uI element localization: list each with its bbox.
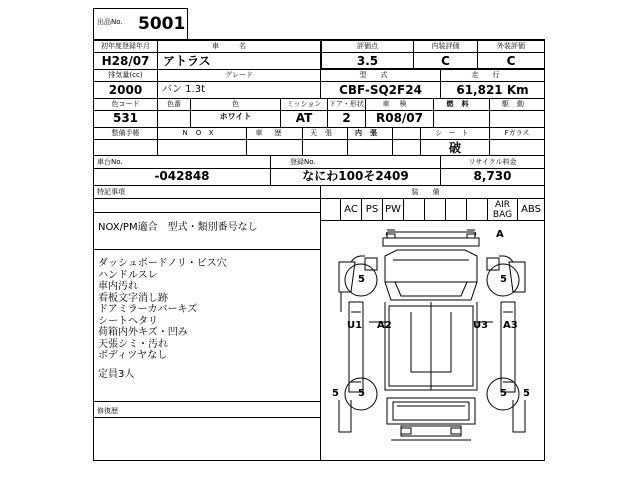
car-name-label: 車名 <box>212 42 266 50</box>
equip-ps: PS <box>365 204 379 215</box>
note-line: 車内汚れ <box>98 281 138 292</box>
note-line: ダッシュボードノリ・ビス穴 <box>98 258 227 269</box>
nox-label: NOX <box>182 129 222 137</box>
equip-airbag: AIR BAG <box>492 200 513 220</box>
equipment-label: 装備 <box>411 188 454 196</box>
sunroof-label: 天張 <box>310 129 340 137</box>
color-value: ホワイト <box>219 112 252 121</box>
registration-label: 登録No. <box>290 158 316 166</box>
mileage-value: 61,821 Km <box>456 83 529 97</box>
equip-pw: PW <box>385 204 401 215</box>
model-value: CBF-SQ2F24 <box>339 83 422 97</box>
first-reg-label: 初年度登録年月 <box>101 42 150 50</box>
damage-mark-right-top-wheel: 5 <box>500 274 507 285</box>
note-line: ハンドルスレ <box>98 269 158 281</box>
equip-abs: ABS <box>521 204 541 215</box>
damage-mark-top-right: A <box>496 229 504 240</box>
grade-label: グレード <box>225 71 253 79</box>
doors-value: 2 <box>342 111 351 125</box>
interior-value: C <box>441 54 450 68</box>
displacement-label: 排気量(cc) <box>108 71 143 79</box>
equip-ac: AC <box>344 204 358 215</box>
damage-mark-left-side-2: A2 <box>377 320 392 331</box>
capacity: 定員3人 <box>98 369 135 380</box>
notes-label: 特記事項 <box>97 188 125 196</box>
damage-mark-right-side-2: A3 <box>503 320 518 331</box>
damage-mark-left-bottom-wheel: 5 <box>358 388 365 399</box>
inspection-label: 車検 <box>382 100 417 108</box>
mileage-label: 走行 <box>471 71 514 79</box>
chassis-value: -042848 <box>154 169 210 183</box>
damage-mark-right-side: U3 <box>473 320 489 331</box>
damage-mark-left-bottom-outer: 5 <box>332 388 339 399</box>
repair-label: 修復歴 <box>97 407 118 415</box>
mission-label: ミッション <box>286 100 322 108</box>
color-label: 色 <box>232 100 239 108</box>
note-line: ドアミラーカバーキズ <box>98 304 198 315</box>
first-reg-value: H28/07 <box>101 54 150 68</box>
registration-value: なにわ100そ2409 <box>302 169 409 183</box>
note-line: 荷箱内外キズ・凹み <box>98 327 188 338</box>
damage-mark-right-bottom-wheel: 5 <box>500 388 507 399</box>
seat-value: 破 <box>448 141 461 155</box>
damage-mark-right-bottom-outer: 5 <box>523 388 530 399</box>
lot-number: 5001 <box>138 14 186 34</box>
grade-value: バン 1.3t <box>162 84 206 95</box>
fuel-label: 燃料 <box>446 100 477 108</box>
interior-label: 内装評価 <box>431 42 460 50</box>
displacement-value: 2000 <box>108 83 143 97</box>
chassis-label: 車台No. <box>97 158 123 166</box>
damage-mark-left-top-wheel: 5 <box>358 274 365 285</box>
recycle-label: リサイクル料金 <box>468 158 517 166</box>
exterior-label: 外装評価 <box>497 42 525 50</box>
maintenance-label: 整備手帳 <box>111 129 140 137</box>
notes-top: NOX/PM適合 型式・類別番号なし <box>98 222 258 233</box>
mission-value: AT <box>295 111 313 125</box>
interior2-label: 内張 <box>355 129 385 137</box>
seat-label: シート <box>435 129 475 137</box>
history-label: 車歴 <box>255 129 294 137</box>
damage-mark-left-side: U1 <box>347 320 363 331</box>
lot-label: 出品No. <box>97 18 123 26</box>
score-value: 3.5 <box>356 54 379 68</box>
exterior-value: C <box>506 54 516 68</box>
color-no-label: 色番 <box>167 100 181 108</box>
car-name-value: アトラス <box>163 54 211 68</box>
note-line: 天張シミ・汚れ <box>98 338 168 350</box>
recycle-value: 8,730 <box>473 169 512 183</box>
note-line: シートヘタリ <box>98 315 158 327</box>
inspection-value: R08/07 <box>375 111 424 125</box>
note-line: ボディツヤなし <box>98 350 168 361</box>
note-line: 看板文字消し跡 <box>98 292 168 304</box>
doors-label: ドア・形状 <box>329 100 364 108</box>
color-code-value: 531 <box>112 111 139 125</box>
model-label: 型式 <box>359 71 402 79</box>
color-code-label: 色コード <box>111 100 140 108</box>
vehicle-damage-diagram <box>321 222 543 460</box>
score-label: 評価点 <box>357 42 378 50</box>
fglass-label: Fガラス <box>504 129 530 137</box>
drive-label: 駆動 <box>502 100 532 108</box>
